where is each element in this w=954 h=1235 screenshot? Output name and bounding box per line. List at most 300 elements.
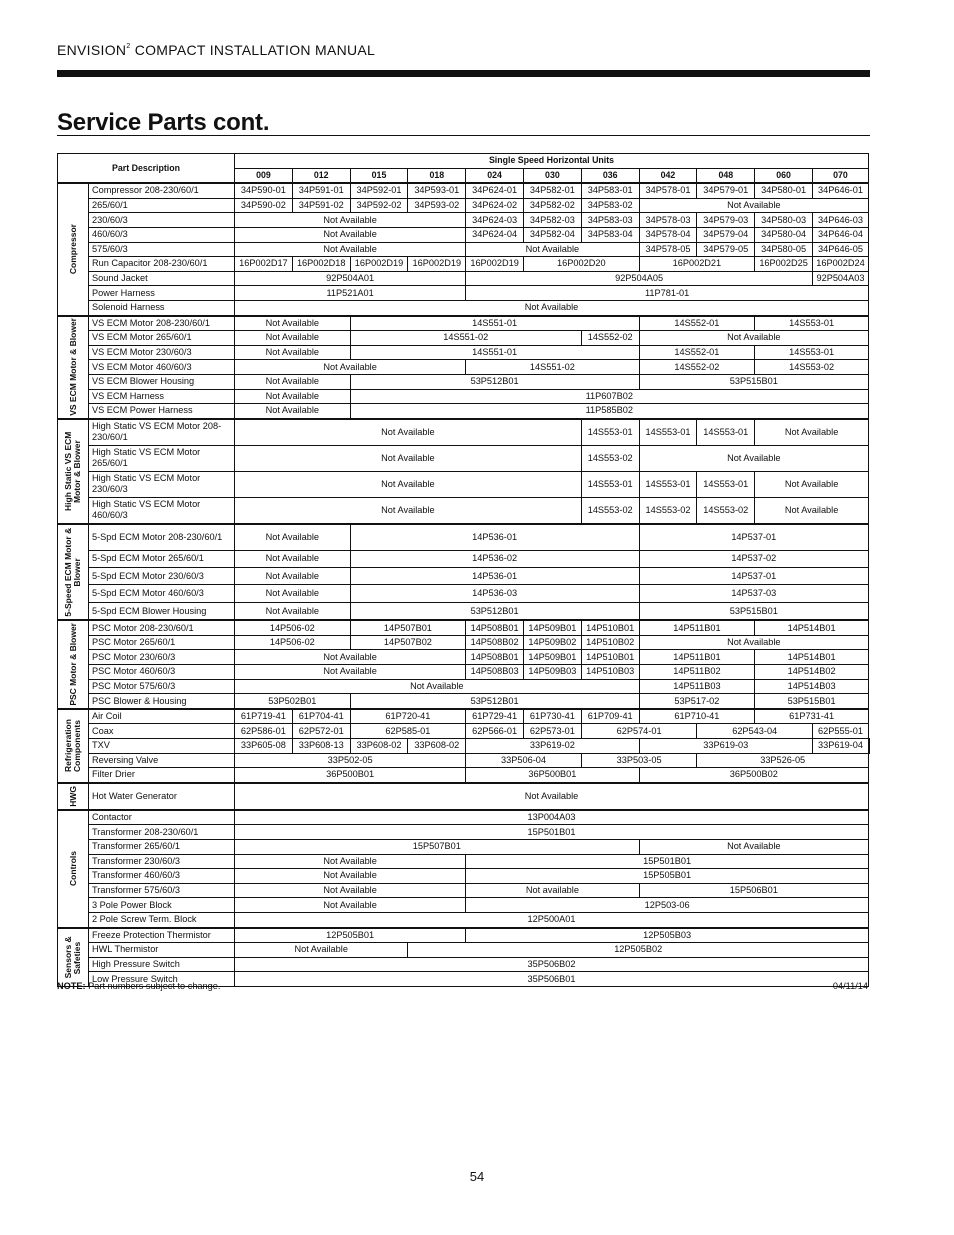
part-number-cell: 53P512B01 xyxy=(350,374,639,389)
part-number-cell: 35P506B01 xyxy=(235,972,869,987)
model-header: 070 xyxy=(812,168,868,183)
part-number-cell: Not Available xyxy=(235,331,351,346)
part-number-cell: 53P515B01 xyxy=(755,694,869,709)
part-number-cell: 33P605-08 xyxy=(235,739,293,754)
part-description: High Static VS ECM Motor 208-230/60/1 xyxy=(89,419,235,446)
part-number-cell: 15P506B01 xyxy=(639,883,868,898)
part-number-cell: 12P505B01 xyxy=(235,928,466,943)
part-number-cell: Not Available xyxy=(235,389,351,404)
part-number-cell: 14P514B02 xyxy=(755,665,869,680)
part-number-cell: 34P582-04 xyxy=(524,227,582,242)
part-number-cell: Not Available xyxy=(235,854,466,869)
part-number-cell: 62P566-01 xyxy=(466,724,524,739)
part-number-cell: 34P578-03 xyxy=(639,213,697,228)
table-row xyxy=(58,620,870,635)
part-number-cell: Not Available xyxy=(235,360,466,375)
part-number-cell: 12P500A01 xyxy=(235,912,869,927)
part-number-cell: 14S553-01 xyxy=(755,345,869,360)
part-number-cell: 53P515B01 xyxy=(639,374,868,389)
part-number-cell: Not Available xyxy=(639,635,868,650)
part-description: High Static VS ECM Motor 265/60/1 xyxy=(89,445,235,471)
part-number-cell: 14P508B01 xyxy=(466,620,524,635)
group-header: Single Speed Horizontal Units xyxy=(235,154,869,169)
part-number-cell: 61P730-41 xyxy=(524,709,582,724)
part-number-cell: Not Available xyxy=(235,585,351,602)
table-row xyxy=(58,810,870,825)
table-row xyxy=(58,286,870,301)
part-number-cell: Not Available xyxy=(235,602,351,620)
part-number-cell: 62P572-01 xyxy=(292,724,350,739)
section-label-text: PSC Motor & Blower xyxy=(67,623,78,706)
part-number-cell: 34P624-03 xyxy=(466,213,524,228)
section-label-text: Refrigeration Components xyxy=(63,719,82,773)
part-description: VS ECM Power Harness xyxy=(89,404,235,419)
part-description: VS ECM Motor 230/60/3 xyxy=(89,345,235,360)
section-label-text: HWG xyxy=(67,785,78,807)
part-number-cell: 33P619-04 xyxy=(812,739,868,754)
manual-title: ENVISION$^2$ COMPACT INSTALLATION MANUAL xyxy=(57,42,376,58)
model-header: 060 xyxy=(755,168,813,183)
table-row xyxy=(58,242,870,257)
part-number-cell: 14S552-02 xyxy=(581,331,639,346)
table-row xyxy=(58,854,870,869)
part-number-cell: Not Available xyxy=(235,404,351,419)
table-row xyxy=(58,869,870,884)
table-row xyxy=(58,374,870,389)
part-number-cell: 16P002D19 xyxy=(350,257,408,272)
table-row xyxy=(58,360,870,375)
part-number-cell: 14P506-02 xyxy=(235,620,351,635)
part-number-cell: 16P002D19 xyxy=(466,257,524,272)
part-description: Power Harness xyxy=(89,286,235,301)
part-number-cell xyxy=(869,739,870,754)
part-description: 5-Spd ECM Blower Housing xyxy=(89,602,235,620)
section-label xyxy=(58,316,89,419)
part-description: VS ECM Motor 265/60/1 xyxy=(89,331,235,346)
section-label-text: High Static VS ECM Motor & Blower xyxy=(63,431,82,511)
model-header: 012 xyxy=(292,168,350,183)
part-number-cell: 14S553-02 xyxy=(581,497,639,524)
part-number-cell: Not Available xyxy=(235,213,466,228)
part-description: PSC Motor 575/60/3 xyxy=(89,679,235,694)
part-number-cell: 14P511B02 xyxy=(639,665,755,680)
part-number-cell: 16P002D17 xyxy=(235,257,293,272)
part-number-cell: 11P585B02 xyxy=(350,404,868,419)
part-number-cell: 14S552-01 xyxy=(639,345,755,360)
section-label xyxy=(58,783,89,810)
part-number-cell: 15P501B01 xyxy=(235,825,869,840)
table-row xyxy=(58,709,870,724)
part-number-cell: 16P002D21 xyxy=(639,257,755,272)
part-number-cell: 14P514B01 xyxy=(755,650,869,665)
part-number-cell: 33P503-05 xyxy=(581,753,697,768)
part-description: Filter Drier xyxy=(89,768,235,783)
table-row xyxy=(58,665,870,680)
part-number-cell: 14P509B03 xyxy=(524,665,582,680)
part-number-cell: Not Available xyxy=(235,665,466,680)
part-description: PSC Motor 230/60/3 xyxy=(89,650,235,665)
part-number-cell: 62P585-01 xyxy=(350,724,466,739)
section-label-text: Sensors & Safeties xyxy=(63,936,82,979)
part-description-header: Part Description xyxy=(58,154,235,184)
part-number-cell: Not Available xyxy=(755,497,869,524)
part-number-cell: 14P514B01 xyxy=(755,620,869,635)
part-number-cell: 62P555-01 xyxy=(812,724,868,739)
part-number-cell: Not Available xyxy=(639,331,868,346)
part-description: Freeze Protection Thermistor xyxy=(89,928,235,943)
part-number-cell: 34P624-01 xyxy=(466,183,524,198)
part-number-cell: Not Available xyxy=(235,497,582,524)
part-number-cell: Not Available xyxy=(639,839,868,854)
part-number-cell: Not Available xyxy=(235,883,466,898)
table-row xyxy=(58,912,870,927)
part-number-cell: 34P583-02 xyxy=(581,198,639,213)
part-description: VS ECM Motor 460/60/3 xyxy=(89,360,235,375)
part-number-cell: 14P537-02 xyxy=(639,550,868,567)
section-label xyxy=(58,810,89,928)
part-number-cell: 34P580-04 xyxy=(755,227,813,242)
part-number-cell: 14P509B01 xyxy=(524,620,582,635)
part-description: Run Capacitor 208-230/60/1 xyxy=(89,257,235,272)
part-number-cell: Not Available xyxy=(235,783,869,810)
part-description: HWL Thermistor xyxy=(89,943,235,958)
part-description: 265/60/1 xyxy=(89,198,235,213)
part-number-cell: 16P002D24 xyxy=(812,257,868,272)
title-divider xyxy=(57,135,870,136)
part-number-cell: Not available xyxy=(466,883,639,898)
part-description: Transformer 575/60/3 xyxy=(89,883,235,898)
part-number-cell: Not Available xyxy=(755,471,869,497)
part-number-cell: 14P536-01 xyxy=(350,524,639,551)
model-header: 015 xyxy=(350,168,408,183)
part-description: PSC Motor 460/60/3 xyxy=(89,665,235,680)
part-number-cell: 34P646-03 xyxy=(812,213,868,228)
part-number-cell: 14S553-01 xyxy=(639,419,697,446)
part-number-cell: 14S553-01 xyxy=(581,419,639,446)
part-number-cell: 14S551-02 xyxy=(350,331,581,346)
part-description: High Static VS ECM Motor 460/60/3 xyxy=(89,497,235,524)
table-row xyxy=(58,497,870,524)
part-number-cell: 53P512B01 xyxy=(350,694,639,709)
table-row xyxy=(58,694,870,709)
part-number-cell: 34P583-01 xyxy=(581,183,639,198)
part-number-cell: 36P500B01 xyxy=(235,768,466,783)
part-number-cell: 33P526-05 xyxy=(697,753,869,768)
table-row xyxy=(58,957,870,972)
part-number-cell: 11P521A01 xyxy=(235,286,466,301)
part-number-cell: 34P590-01 xyxy=(235,183,293,198)
part-number-cell: 62P543-04 xyxy=(697,724,813,739)
part-description: 5-Spd ECM Motor 208-230/60/1 xyxy=(89,524,235,551)
part-number-cell: 14S553-02 xyxy=(697,497,755,524)
part-number-cell: 34P582-02 xyxy=(524,198,582,213)
part-number-cell: Not Available xyxy=(755,419,869,446)
part-number-cell: 33P619-02 xyxy=(466,739,639,754)
table-row xyxy=(58,227,870,242)
service-parts-table xyxy=(57,153,870,987)
part-number-cell: 92P504A03 xyxy=(812,271,868,286)
part-number-cell: 35P506B02 xyxy=(235,957,869,972)
model-header: 009 xyxy=(235,168,293,183)
section-label xyxy=(58,419,89,524)
part-number-cell: 14S551-01 xyxy=(350,345,639,360)
part-number-cell: 34P646-05 xyxy=(812,242,868,257)
part-number-cell: 36P500B02 xyxy=(639,768,868,783)
table-row xyxy=(58,943,870,958)
part-number-cell: Not Available xyxy=(235,419,582,446)
revision-date: 04/11/14 xyxy=(832,981,868,991)
part-description: 230/60/3 xyxy=(89,213,235,228)
part-number-cell: Not Available xyxy=(235,227,466,242)
part-number-cell: 34P591-02 xyxy=(292,198,350,213)
part-number-cell: 14S553-01 xyxy=(639,471,697,497)
part-number-cell: 15P505B01 xyxy=(466,869,869,884)
part-number-cell: Not Available xyxy=(235,650,466,665)
model-header: 036 xyxy=(581,168,639,183)
part-number-cell: 14P510B02 xyxy=(581,635,639,650)
table-row xyxy=(58,389,870,404)
part-number-cell: 61P704-41 xyxy=(292,709,350,724)
part-number-cell: Not Available xyxy=(466,242,639,257)
part-number-cell: 33P608-02 xyxy=(408,739,466,754)
part-number-cell: 14S551-02 xyxy=(466,360,639,375)
part-number-cell: 92P504A01 xyxy=(235,271,466,286)
section-label xyxy=(58,709,89,783)
table-row xyxy=(58,471,870,497)
part-number-cell: 14P510B03 xyxy=(581,665,639,680)
part-description: 575/60/3 xyxy=(89,242,235,257)
part-number-cell: Not Available xyxy=(235,374,351,389)
part-description: 2 Pole Screw Term. Block xyxy=(89,912,235,927)
part-number-cell: 14P537-03 xyxy=(639,585,868,602)
part-number-cell: 61P710-41 xyxy=(639,709,755,724)
part-number-cell: 14P514B03 xyxy=(755,679,869,694)
part-number-cell: 34P646-04 xyxy=(812,227,868,242)
part-description: Transformer 265/60/1 xyxy=(89,839,235,854)
part-number-cell: Not Available xyxy=(235,869,466,884)
part-number-cell: 34P583-04 xyxy=(581,227,639,242)
part-number-cell: Not Available xyxy=(235,445,582,471)
part-number-cell: Not Available xyxy=(235,471,582,497)
table-row xyxy=(58,198,870,213)
part-number-cell: 14P536-02 xyxy=(350,550,639,567)
part-number-cell: Not Available xyxy=(235,679,640,694)
part-number-cell: 14P511B01 xyxy=(639,620,755,635)
table-row xyxy=(58,650,870,665)
section-label xyxy=(58,524,89,621)
part-description: VS ECM Motor 208-230/60/1 xyxy=(89,316,235,331)
part-description: Low Pressure Switch xyxy=(89,972,235,987)
part-description: 3 Pole Power Block xyxy=(89,898,235,913)
footnote: NOTE: Part numbers subject to change. xyxy=(57,981,221,991)
part-number-cell: 14P508B01 xyxy=(466,650,524,665)
part-number-cell: 34P583-03 xyxy=(581,213,639,228)
part-description: Hot Water Generator xyxy=(89,783,235,810)
part-number-cell: 53P515B01 xyxy=(639,602,868,620)
part-number-cell: 34P593-01 xyxy=(408,183,466,198)
part-number-cell: 14P507B02 xyxy=(350,635,466,650)
part-number-cell: 14S553-02 xyxy=(639,497,697,524)
part-description: VS ECM Blower Housing xyxy=(89,374,235,389)
part-number-cell: 34P580-03 xyxy=(755,213,813,228)
part-number-cell: 34P593-02 xyxy=(408,198,466,213)
part-number-cell: 34P582-03 xyxy=(524,213,582,228)
part-description: Transformer 460/60/3 xyxy=(89,869,235,884)
part-number-cell: 14S553-02 xyxy=(755,360,869,375)
part-number-cell: 14P508B03 xyxy=(466,665,524,680)
part-number-cell: 14P506-02 xyxy=(235,635,351,650)
part-number-cell: 14S551-01 xyxy=(350,316,639,331)
table-row xyxy=(58,898,870,913)
table-row xyxy=(58,445,870,471)
part-number-cell: 14S553-01 xyxy=(581,471,639,497)
part-number-cell: 61P729-41 xyxy=(466,709,524,724)
part-number-cell: 53P502B01 xyxy=(235,694,351,709)
part-number-cell: Not Available xyxy=(235,316,351,331)
part-number-cell: Not Available xyxy=(235,898,466,913)
part-description: Air Coil xyxy=(89,709,235,724)
part-description: TXV xyxy=(89,739,235,754)
part-description: 5-Spd ECM Motor 230/60/3 xyxy=(89,568,235,585)
table-row xyxy=(58,316,870,331)
table-row xyxy=(58,679,870,694)
table-row xyxy=(58,839,870,854)
part-number-cell: 33P608-13 xyxy=(292,739,350,754)
part-number-cell: Not Available xyxy=(639,445,868,471)
part-number-cell: 34P580-01 xyxy=(755,183,813,198)
part-number-cell: 12P505B03 xyxy=(466,928,869,943)
part-number-cell: 34P592-01 xyxy=(350,183,408,198)
section-label-text: Compressor xyxy=(67,224,78,275)
part-number-cell: 34P579-04 xyxy=(697,227,755,242)
section-label-text: 5-Speed ECM Motor & Blower xyxy=(63,527,82,617)
part-number-cell: Not Available xyxy=(235,300,869,315)
part-number-cell: 14P536-01 xyxy=(350,568,639,585)
part-number-cell: 34P592-02 xyxy=(350,198,408,213)
part-number-cell: 34P579-05 xyxy=(697,242,755,257)
section-label-text: VS ECM Motor & Blower xyxy=(67,318,78,416)
part-number-cell: 14S553-01 xyxy=(697,419,755,446)
part-number-cell: 34P590-02 xyxy=(235,198,293,213)
part-number-cell: 61P719-41 xyxy=(235,709,293,724)
part-number-cell: 14P509B02 xyxy=(524,635,582,650)
part-description: 460/60/3 xyxy=(89,227,235,242)
part-number-cell: 92P504A05 xyxy=(466,271,813,286)
part-number-cell: 12P503-06 xyxy=(466,898,869,913)
part-number-cell: Not Available xyxy=(235,524,351,551)
part-description: Sound Jacket xyxy=(89,271,235,286)
part-number-cell: 34P578-05 xyxy=(639,242,697,257)
part-number-cell: 11P607B02 xyxy=(350,389,868,404)
part-number-cell: 14P509B01 xyxy=(524,650,582,665)
part-number-cell: 16P002D20 xyxy=(524,257,640,272)
table-row xyxy=(58,825,870,840)
part-description: PSC Motor 265/60/1 xyxy=(89,635,235,650)
part-number-cell: 62P586-01 xyxy=(235,724,293,739)
part-number-cell: 33P506-04 xyxy=(466,753,582,768)
part-description: Reversing Valve xyxy=(89,753,235,768)
table-row xyxy=(58,602,870,620)
part-number-cell: Not Available xyxy=(639,198,868,213)
table-row xyxy=(58,724,870,739)
part-number-cell: 14P510B01 xyxy=(581,650,639,665)
part-number-cell: 14P511B03 xyxy=(639,679,755,694)
part-description: PSC Blower & Housing xyxy=(89,694,235,709)
table-row xyxy=(58,568,870,585)
part-number-cell: 34P591-01 xyxy=(292,183,350,198)
part-number-cell: 13P004A03 xyxy=(235,810,869,825)
part-number-cell: Not Available xyxy=(235,550,351,567)
table-row xyxy=(58,635,870,650)
part-number-cell: 53P512B01 xyxy=(350,602,639,620)
page-number: 54 xyxy=(469,1169,485,1184)
part-number-cell: 34P646-01 xyxy=(812,183,868,198)
part-number-cell: 15P501B01 xyxy=(466,854,869,869)
section-label xyxy=(58,928,89,987)
part-number-cell: 61P720-41 xyxy=(350,709,466,724)
part-description: Contactor xyxy=(89,810,235,825)
part-number-cell: 14S553-01 xyxy=(755,316,869,331)
part-number-cell: 14S553-01 xyxy=(697,471,755,497)
table-row xyxy=(58,883,870,898)
table-row xyxy=(58,183,870,198)
part-description: 5-Spd ECM Motor 265/60/1 xyxy=(89,550,235,567)
part-description: VS ECM Harness xyxy=(89,389,235,404)
part-number-cell: 62P573-01 xyxy=(524,724,582,739)
part-number-cell: 33P619-03 xyxy=(639,739,812,754)
part-number-cell: 34P624-04 xyxy=(466,227,524,242)
part-number-cell: 14P537-01 xyxy=(639,524,868,551)
part-description: Transformer 230/60/3 xyxy=(89,854,235,869)
table-row xyxy=(58,331,870,346)
section-label xyxy=(58,183,89,315)
part-number-cell: 62P574-01 xyxy=(581,724,697,739)
part-number-cell: 14S553-02 xyxy=(581,445,639,471)
part-number-cell: 33P502-05 xyxy=(235,753,466,768)
page-title: Service Parts cont. xyxy=(57,109,270,136)
section-label-text: Controls xyxy=(67,851,78,887)
part-number-cell: 12P505B02 xyxy=(408,943,869,958)
part-number-cell: 34P579-03 xyxy=(697,213,755,228)
part-number-cell: 34P624-02 xyxy=(466,198,524,213)
part-number-cell: 11P781-01 xyxy=(466,286,869,301)
part-number-cell: 61P731-41 xyxy=(755,709,869,724)
table-row xyxy=(58,783,870,810)
table-row xyxy=(58,271,870,286)
part-number-cell: 34P580-05 xyxy=(755,242,813,257)
part-number-cell: Not Available xyxy=(235,568,351,585)
part-number-cell: 14S552-02 xyxy=(639,360,755,375)
part-number-cell: 14P508B02 xyxy=(466,635,524,650)
part-description: Coax xyxy=(89,724,235,739)
part-description: High Pressure Switch xyxy=(89,957,235,972)
table-row xyxy=(58,768,870,783)
model-header: 018 xyxy=(408,168,466,183)
table-row xyxy=(58,213,870,228)
part-number-cell: Not Available xyxy=(235,943,408,958)
part-number-cell: Not Available xyxy=(235,242,466,257)
table-row xyxy=(58,345,870,360)
model-header: 024 xyxy=(466,168,524,183)
model-header: 048 xyxy=(697,168,755,183)
part-number-cell: 34P578-04 xyxy=(639,227,697,242)
part-number-cell: 14P511B01 xyxy=(639,650,755,665)
table-row xyxy=(58,928,870,943)
table-row xyxy=(58,753,870,768)
part-number-cell: 16P002D25 xyxy=(755,257,813,272)
table-row xyxy=(58,300,870,315)
table-row xyxy=(58,419,870,446)
